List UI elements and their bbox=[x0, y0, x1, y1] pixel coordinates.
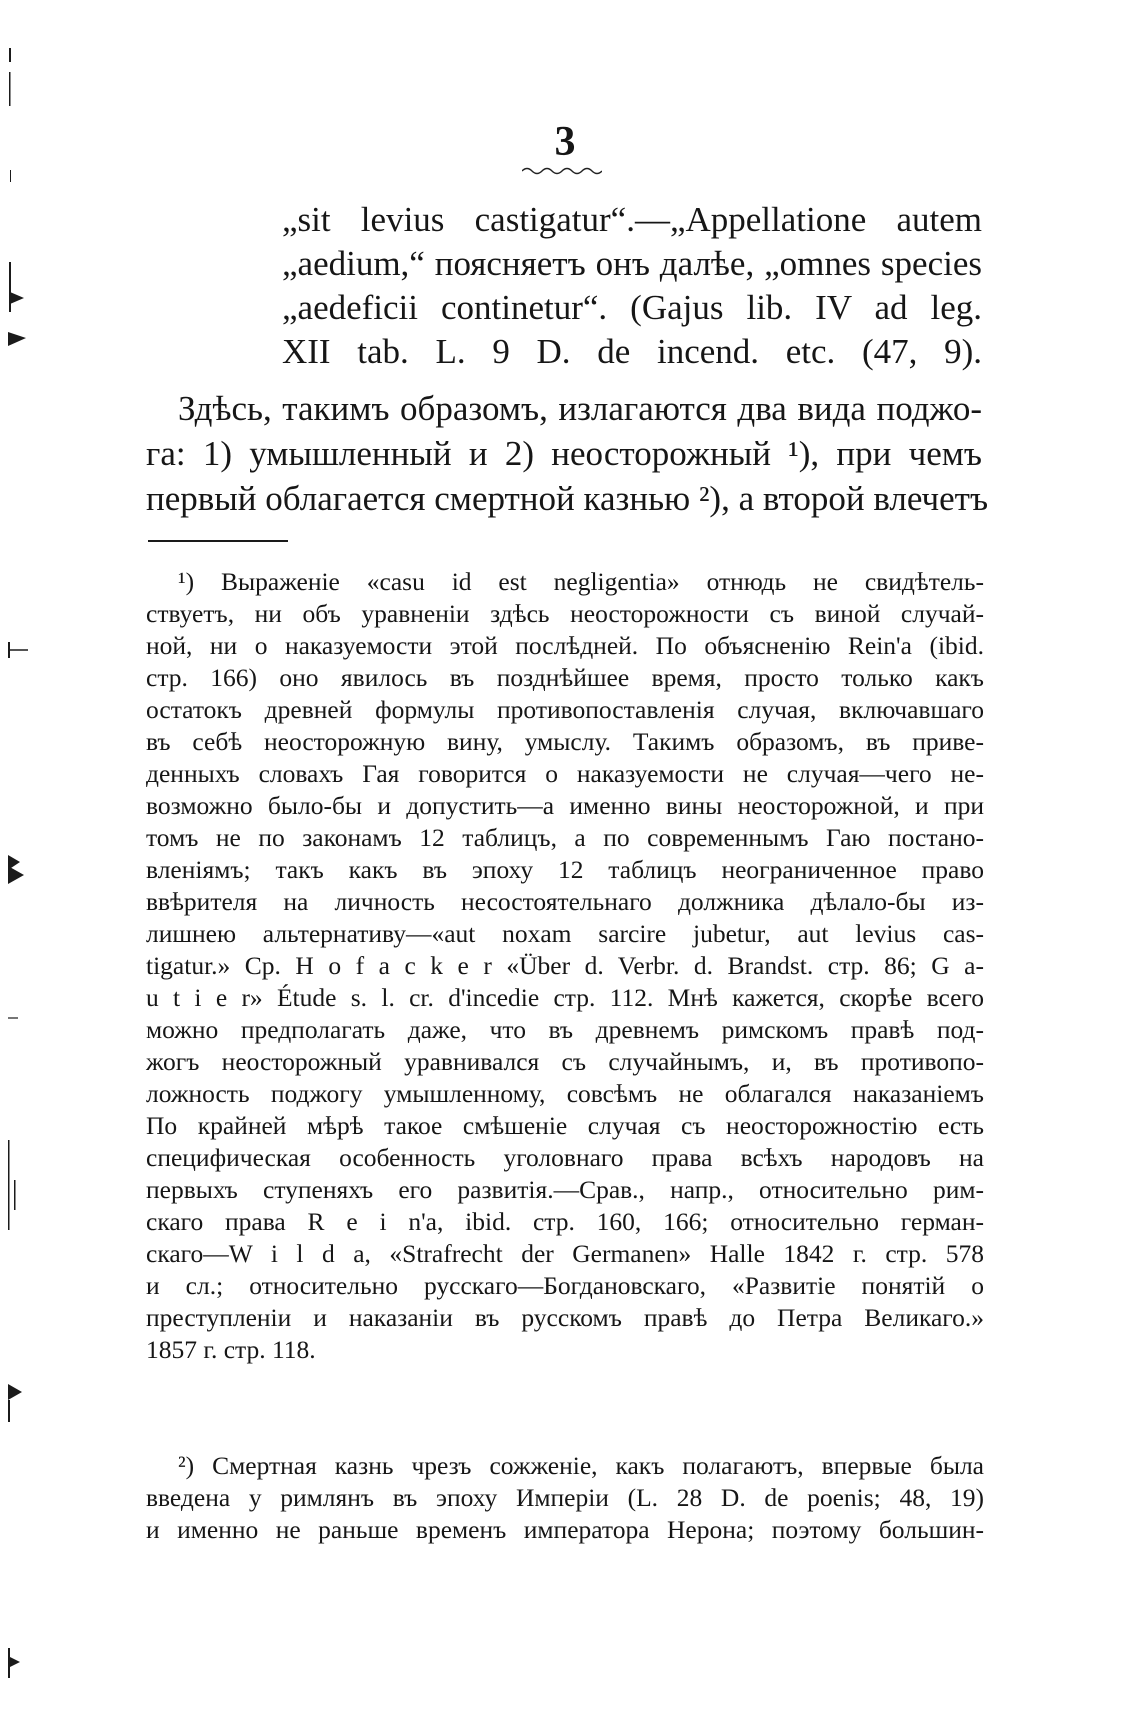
footnote-line: вленіямъ; такъ какъ въ эпоху 12 таблицъ неограниченное право bbox=[146, 855, 984, 884]
footnote-line: скаго права R e i n'a, ibid. стр. 160, 166; относительно герман- bbox=[146, 1207, 984, 1236]
page-number: 3 bbox=[554, 119, 576, 165]
footnote-line: ²) Смертная казнь чрезъ сожженіе, какъ полагаютъ, впервые была bbox=[178, 1451, 984, 1480]
footnote-line: первыхъ ступеняхъ его развитія.—Срав., напр., относительно рим- bbox=[146, 1175, 984, 1204]
quote-line: „sit levius castigatur“.—„Appellatione autem bbox=[282, 200, 982, 239]
footnote-1 bbox=[146, 566, 984, 1366]
footnote-2 bbox=[146, 1450, 984, 1546]
footnote-line: ложность поджогу умышленному, совсѣмъ не облагался наказаніемъ bbox=[146, 1079, 984, 1108]
footnote-line: остатокъ древней формулы противопоставленія случая, включавшаго bbox=[146, 695, 984, 724]
footnote-line: скаго—W i l d a, «Strafrecht der Germanen» Halle 1842 г. стр. 578 bbox=[146, 1239, 984, 1268]
footnote-line: можно предполагать даже, что въ древнемъ римскомъ правѣ под- bbox=[146, 1015, 984, 1044]
footnote-line: ной, ни о наказуемости этой послѣдней. По объясненію Rein'a (ibid. bbox=[146, 631, 984, 660]
footnote-line: и именно не раньше временъ императора Нерона; поэтому большин- bbox=[146, 1515, 984, 1544]
footnote-line: ввѣрителя на личность несостоятельнаго должника дѣлало-бы из- bbox=[146, 887, 984, 916]
footnote-line: специфическая особенность уголовнаго права всѣхъ народовъ на bbox=[146, 1143, 984, 1172]
main-line: Здѣсь, такимъ образомъ, излагаются два вида поджо- bbox=[178, 389, 982, 428]
footnote-line: По крайней мѣрѣ такое смѣшеніе случая съ неосторожностію есть bbox=[146, 1111, 984, 1140]
footnote-line: и сл.; относительно русскаго—Богдановскаго, «Развитіе понятій о bbox=[146, 1271, 984, 1300]
footnote-line: ствуетъ, ни объ уравненіи здѣсь неосторожности съ виной случай- bbox=[146, 599, 984, 628]
main-line: первый облагается смертной казнью ²), а второй влечетъ bbox=[146, 479, 989, 518]
footnote-line: 1857 г. стр. 118. bbox=[146, 1335, 316, 1364]
quote-line: „aedium,“ поясняетъ онъ далѣе, „omnes species bbox=[282, 244, 982, 283]
main-paragraph bbox=[146, 386, 989, 521]
footnote-line: лишнею альтернативу—«aut noxam sarcire jubetur, aut levius cas- bbox=[146, 919, 984, 948]
quote-line: XII tab. L. 9 D. de incend. etc. (47, 9). bbox=[282, 332, 982, 371]
footnote-line: томъ не по законамъ 12 таблицъ, а по современнымъ Гаю постано- bbox=[146, 823, 984, 852]
footnote-line: денныхъ словахъ Гая говорится о наказуемости не случая—чего не- bbox=[146, 759, 984, 788]
main-line: га: 1) умышленный и 2) неосторожный ¹), при чемъ bbox=[146, 434, 982, 473]
footnote-line: ¹) Выраженіе «casu id est negligentia» отнюдь не свидѣтель- bbox=[178, 567, 984, 596]
latin-quote-block bbox=[282, 198, 982, 374]
footnote-line: tigatur.» Ср. H o f a c k e r «Über d. Verbr. d. Brandst. стр. 86; G a- bbox=[146, 951, 984, 980]
footnote-line: u t i e r» Étude s. l. cr. d'incedie стр. 112. Мнѣ кажется, скорѣе всего bbox=[146, 983, 984, 1012]
wavy-rule-ornament bbox=[522, 166, 602, 176]
footnote-line: введена у римлянъ въ эпоху Имперіи (L. 28 D. de poenis; 48, 19) bbox=[146, 1483, 984, 1512]
footnote-line: возможно было-бы и допустить—а именно вины неосторожной, и при bbox=[146, 791, 984, 820]
footnote-line: преступленіи и наказаніи въ русскомъ правѣ до Петра Великаго.» bbox=[146, 1303, 984, 1332]
footnote-line: въ себѣ неосторожную вину, умыслу. Такимъ образомъ, въ приве- bbox=[146, 727, 984, 756]
footnote-line: жогъ неосторожный уравнивался съ случайнымъ, и, въ противопо- bbox=[146, 1047, 984, 1076]
footnote-line: стр. 166) оно явилось въ позднѣйшее время, просто только какъ bbox=[146, 663, 984, 692]
footnote-separator bbox=[148, 540, 288, 542]
quote-line: „aedeficii continetur“. (Gajus lib. IV ad leg. bbox=[282, 288, 982, 327]
scan-margin-marks bbox=[0, 0, 30, 1718]
